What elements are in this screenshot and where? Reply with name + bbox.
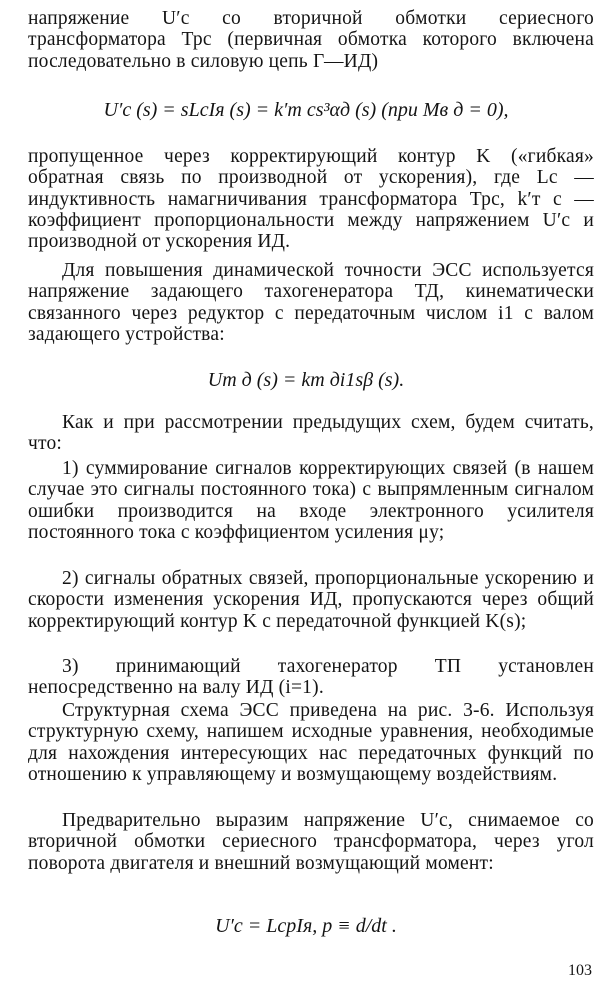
paragraph-corrective-contour: пропущенное через корректирующий контур K («гибкая» обратная связь по производной от ускорения), где Lc — индуктивность намагничивания трансформатора Трc, k′т c — коэффициент пропорциональности между напряжением U′c и производной от ускорения ИД. (28, 146, 594, 253)
formula-voltage-derivative: U′c = LcpIя, p ≡ d/dt . (215, 915, 397, 937)
list-item-assumption-1: 1) суммирование сигналов корректирующих связей (в нашем случае это сигналы постоянного тока) с выпрямленным сигналом ошибки производится на входе электронного усилителя постоянного тока с коэффициентом усиления μу; (28, 458, 594, 543)
list-item-assumption-3: 3) принимающий тахогенератор ТП установлен непосредственно на валу ИД (i=1). (28, 656, 594, 699)
paragraph-structural-scheme: Структурная схема ЭСС приведена на рис. 3-6. Используя структурную схему, напишем исходные уравнения, необходимые для нахождения интересующих нас передаточных функций по отношению к управляющему и возмущающему воздействиям. (28, 700, 594, 785)
paragraph-secondary-winding-voltage: напряжение U′c со вторичной обмотки сериесного трансформатора Трc (первичная обмотка которого включена последовательно в силовую цепь Г—ИД) (28, 8, 594, 72)
formula-secondary-voltage: U′c (s) = sLcIя (s) = k′т cs³αд (s) (при Mв д = 0), (103, 99, 509, 121)
list-item-assumption-2: 2) сигналы обратных связей, пропорциональные ускорению и скорости изменения ускорения ИД, пропускаются через общий корректирующий контур K с передаточной функцией K(s); (28, 568, 594, 632)
paragraph-assumptions-intro: Как и при рассмотрении предыдущих схем, будем считать, что: (28, 412, 594, 455)
formula-tachogenerator-voltage: Uт д (s) = kт дi1sβ (s). (207, 369, 405, 391)
page-number: 103 (568, 962, 592, 979)
paragraph-tachogenerator: Для повышения динамической точности ЭСС используется напряжение задающего тахогенератора ТД, кинематически связанного через редуктор с передаточным числом i1 с валом задающего устройства: (28, 260, 594, 345)
paragraph-preliminary-expression: Предварительно выразим напряжение U′c, снимаемое со вторичной обмотки сериесного трансформатора, через угол поворота двигателя и внешний возмущающий момент: (28, 810, 594, 874)
